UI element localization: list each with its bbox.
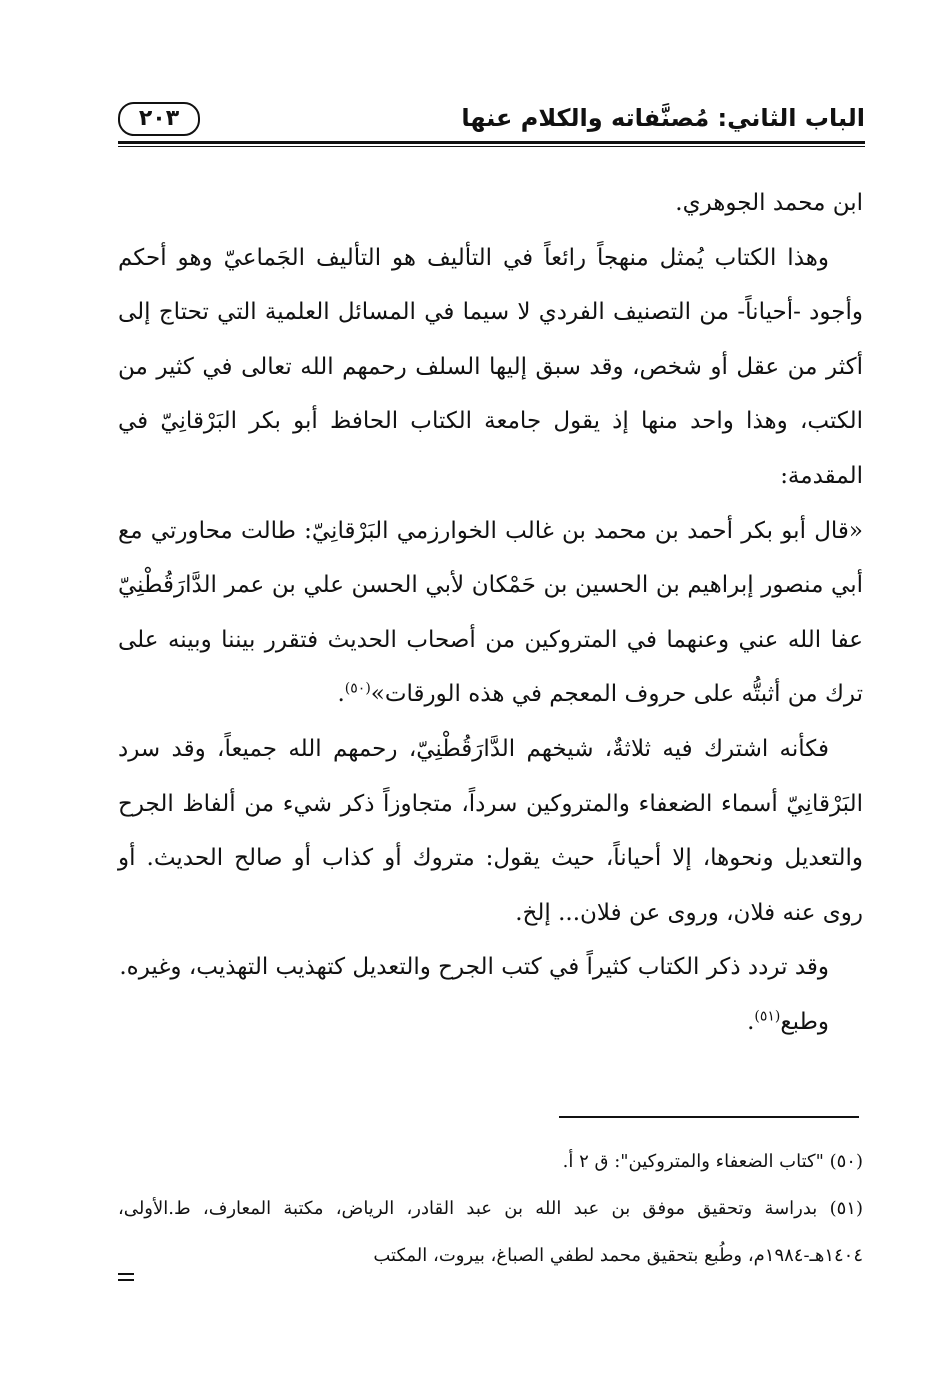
footnote-ref: (٥٠) <box>344 680 371 697</box>
header-rule-thin <box>118 146 865 147</box>
page-number: ٢٠٣ <box>118 102 200 136</box>
footnote-50: (٥٠) "كتاب الضعفاء والمتروكين": ق ٢ أ. <box>562 1151 863 1172</box>
paragraph: وقد تردد ذكر الكتاب كثيراً في كتب الجرح والتعديل كتهذيب التهذيب، وغيره. <box>119 954 829 981</box>
footnotes <box>118 1138 863 1279</box>
quote-paragraph <box>118 504 863 722</box>
paragraph: ابن محمد الجوهري. <box>675 190 863 216</box>
running-header <box>118 98 865 138</box>
punctuation: . <box>337 681 345 708</box>
paragraph-text: وطبع <box>780 1008 829 1035</box>
quote-text: «قال أبو بكر أحمد بن محمد بن غالب الخوارزمي البَرْقانِيّ: طالت محاورتي مع أبي منصور إبراهيم بن الحسين بن حَمْكان لأبي الحسن علي بن عمر الدَّارَقُطْنِيّ عفا الله عني وعنهما في المتروكين من أصحاب الحديث فتقرر بيننا وبينه على ترك من أثبتُّه على حروف المعجم في هذه الورقات» <box>118 517 863 708</box>
paragraph: فكأنه اشترك فيه ثلاثةٌ، شيخهم الدَّارَقُطْنِيّ، رحمهم الله جميعاً، وقد سرد البَرْقانِيّ أسماء الضعفاء والمتروكين سرداً، متجاوزاً ذكر شيء من ألفاظ الجرح والتعديل ونحوها، إلا أحياناً، حيث يقول: متروك أو كذاب أو صالح الحديث. أو روى عنه فلان، وروى عن فلان... إلخ. <box>118 735 863 926</box>
footnote-51: (٥١) بدراسة وتحقيق موفق بن عبد الله بن عبد القادر، الرياض، مكتبة المعارف، ط.الأولى، ١٤٠٤هـ-١٩٨٤م، وطُبع بتحقيق محمد لطفي الصباغ، بيروت، المكتب <box>118 1198 863 1266</box>
continuation-mark <box>118 1273 134 1285</box>
footnote-separator <box>559 1116 859 1118</box>
punctuation: . <box>747 1008 755 1035</box>
main-text <box>118 176 863 1050</box>
paragraph <box>118 995 863 1050</box>
chapter-title: الباب الثاني: مُصنَّفاته والكلام عنها <box>461 104 865 132</box>
paragraph: وهذا الكتاب يُمثل منهجاً رائعاً في التأليف هو التأليف الجَماعيّ وهو أحكم وأجود -أحياناً- من التصنيف الفردي لا سيما في المسائل العلمية التي تحتاج إلى أكثر من عقل أو شخص، وقد سبق إليها السلف رحمهم الله تعالى في كثير من الكتب، وهذا واحد منها إذ يقول جامعة الكتاب الحافظ أبو بكر البَرْقانِيّ في المقدمة: <box>118 244 863 489</box>
footnote-ref: (٥١) <box>754 1008 781 1025</box>
header-rule <box>118 141 865 144</box>
